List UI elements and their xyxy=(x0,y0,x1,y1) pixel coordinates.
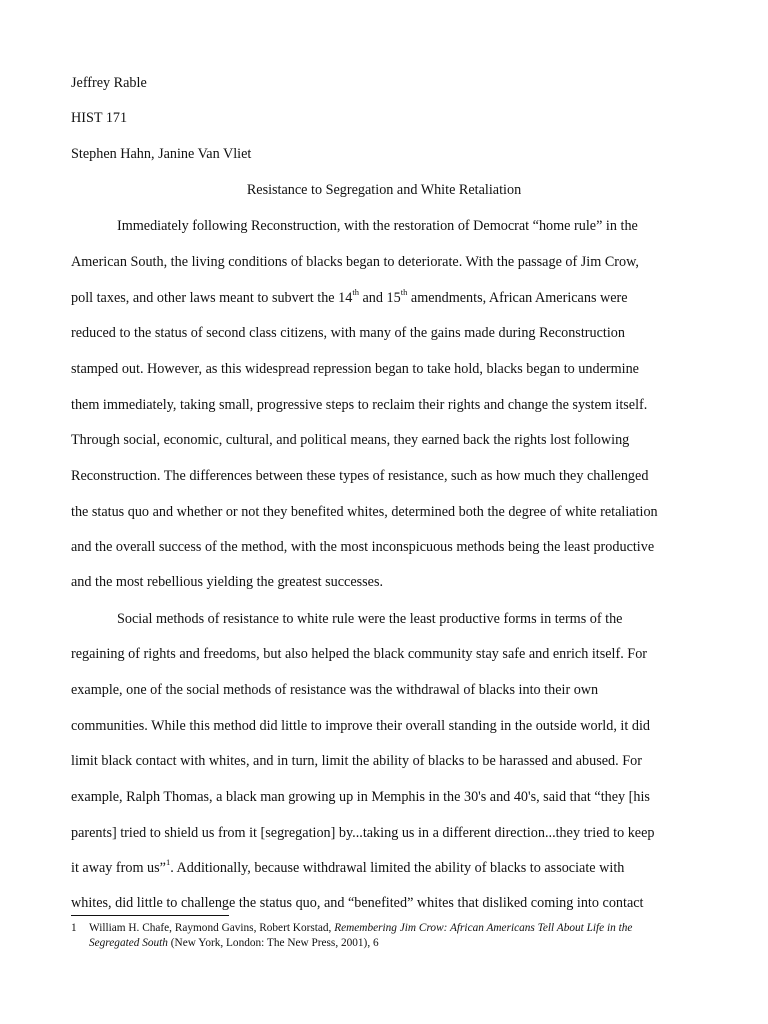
text-run: . Additionally, because withdrawal limited the ability of blacks to associate with xyxy=(170,860,625,876)
paragraph-2-line-4: communities. While this method did little to improve their overall standing in the outside world, it did xyxy=(71,718,650,734)
paragraph-2-line-8 xyxy=(71,859,624,877)
paragraph-1-line-3 xyxy=(71,289,628,307)
footnote-book-title: Remembering Jim Crow: African Americans Tell About Life in the xyxy=(334,922,633,934)
ordinal-superscript: th xyxy=(352,287,359,298)
essay-title: Resistance to Segregation and White Retaliation xyxy=(246,182,522,198)
paragraph-1-line-4: reduced to the status of second class citizens, with many of the gains made during Reconstruction xyxy=(71,325,625,341)
ordinal-superscript: th xyxy=(400,287,408,298)
paragraph-1-line-9: the status quo and whether or not they benefited whites, determined both the degree of white retaliation xyxy=(71,504,658,520)
paragraph-1-line-7: Through social, economic, cultural, and political means, they earned back the rights lost following xyxy=(71,432,630,448)
footnote-authors: William H. Chafe, Raymond Gavins, Robert Korstad, xyxy=(89,922,335,934)
paragraph-1-line-5: stamped out. However, as this widespread repression began to take hold, blacks began to undermine xyxy=(71,361,639,377)
paragraph-1-line-10: and the overall success of the method, with the most inconspicuous methods being the least productive xyxy=(71,539,655,555)
paragraph-2-line-7: parents] tried to shield us from it [segregation] by...taking us in a different direction...they tried to keep xyxy=(71,825,655,841)
paragraph-2-line-1: Social methods of resistance to white rule were the least productive forms in terms of the xyxy=(117,611,623,627)
text-run: it away from us” xyxy=(71,860,166,876)
paragraph-1-line-6: them immediately, taking small, progressive steps to reclaim their rights and change the system itself. xyxy=(71,397,648,413)
footnote-line-2 xyxy=(89,936,379,950)
footnote-publication: (New York, London: The New Press, 2001), 6 xyxy=(167,937,379,949)
footnote-separator xyxy=(71,915,229,916)
footnote-line-1 xyxy=(89,921,632,935)
paragraph-2-line-2: regaining of rights and freedoms, but also helped the black community stay safe and enrich itself. For xyxy=(71,646,648,662)
paragraph-1-line-8: Reconstruction. The differences between these types of resistance, such as how much they challenged xyxy=(71,468,649,484)
paragraph-2-line-6: example, Ralph Thomas, a black man growing up in Memphis in the 30's and 40's, said that “they [his xyxy=(71,789,650,805)
paragraph-1-line-2: American South, the living conditions of blacks began to deteriorate. With the passage of Jim Crow, xyxy=(71,254,639,270)
instructor-names: Stephen Hahn, Janine Van Vliet xyxy=(71,146,252,162)
footnote-number: 1 xyxy=(71,922,77,934)
author-name: Jeffrey Rable xyxy=(71,75,147,91)
footnote-book-title-cont: Segregated South xyxy=(89,937,168,949)
paragraph-1-line-11: and the most rebellious yielding the greatest successes. xyxy=(71,574,384,590)
course-code: HIST 171 xyxy=(71,110,128,126)
paragraph-1-line-1: Immediately following Reconstruction, with the restoration of Democrat “home rule” in the xyxy=(117,218,638,234)
paragraph-2-line-9: whites, did little to challenge the status quo, and “benefited” whites that disliked coming into contact xyxy=(71,895,644,911)
text-run: poll taxes, and other laws meant to subvert the 14 xyxy=(71,290,353,306)
text-run: amendments, African Americans were xyxy=(407,290,628,306)
paragraph-2-line-5: limit black contact with whites, and in turn, limit the ability of blacks to be harassed and abused. For xyxy=(71,753,642,769)
footnote-reference[interactable]: 1 xyxy=(165,857,171,868)
paragraph-2-line-3: example, one of the social methods of resistance was the withdrawal of blacks into their own xyxy=(71,682,599,698)
text-run: and 15 xyxy=(358,290,401,306)
